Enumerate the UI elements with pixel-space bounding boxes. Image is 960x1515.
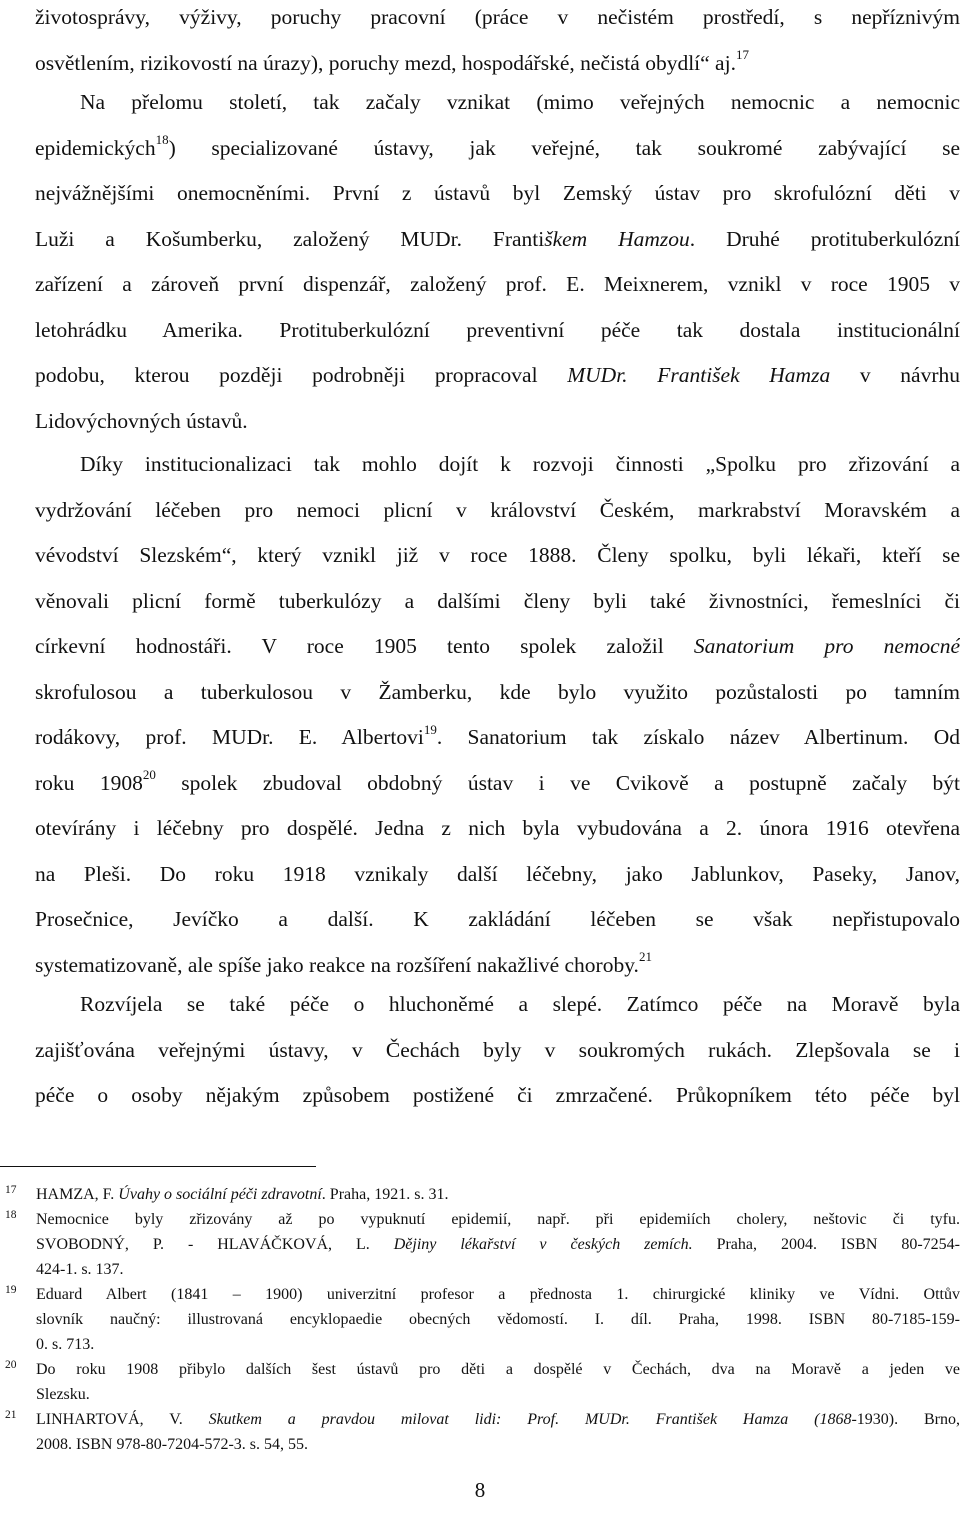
footnote-21 bbox=[0, 1407, 960, 1457]
footnote-text: LINHARTOVÁ, V. Skutkem a pravdou milovat lidi: Prof. MUDr. František Hamza (1868-1930). Brno, 2008. ISBN 978-80-7204-572-3. s. 54, 55. bbox=[36, 1411, 960, 1453]
text-line: systematizovaně, ale spíše jako reakce na rozšíření nakažlivé choroby.$^{21}$ bbox=[35, 949, 652, 977]
text-line: letohrádku Amerika. Protituberkulózní preventivní péče tak dostala institucionální bbox=[35, 317, 960, 342]
footnote-text: Nemocnice byly zřizovány až po vypuknutí epidemií, např. při epidemiích cholery, neštovic či tyfu. SVOBODNÝ, P. - HLAVÁČKOVÁ, L. Dějiny lékařství v českých zemích. Praha, 2004. ISBN 80-7254- 424-1. s. 137. bbox=[36, 1211, 960, 1278]
text-line: vydržování léčeben pro nemoci plicní v království Českém, markrabství Moravském a bbox=[35, 497, 960, 522]
footnote-ref[interactable]: 19 bbox=[423, 721, 437, 737]
footnote-19 bbox=[0, 1282, 960, 1357]
text-line: otevírány i léčebny pro dospělé. Jedna z nich byla vybudována a 2. února 1916 otevřena bbox=[35, 816, 960, 840]
text-line: životosprávy, výživy, poruchy pracovní (práce v nečistém prostředí, s nepříznivým bbox=[35, 5, 960, 29]
footnote-20 bbox=[0, 1357, 960, 1407]
footnote-text: Do roku 1908 přibylo dalších šest ústavů pro děti a dospělé v Čechách, dva na Moravě a jeden ve Slezsku. bbox=[36, 1361, 960, 1403]
footnote-number: 21 bbox=[5, 1409, 17, 1421]
text-line: Rozvíjela se také péče o hluchoněmé a slepé. Zatímco péče na Moravě byla bbox=[80, 992, 960, 1016]
footnote-17 bbox=[0, 1182, 960, 1207]
footnote-number: 19 bbox=[5, 1284, 17, 1296]
text-line: zařízení a zároveň první dispenzář, založený prof. E. Meixnerem, vznikl v roce 1905 v bbox=[35, 272, 960, 296]
text-line: zajišťována veřejnými ústavy, v Čechách byly v soukromých rukách. Zlepšovala se i bbox=[35, 1037, 960, 1062]
page-number: 8 bbox=[474, 1478, 486, 1502]
text-line: věnovali plicní formě tuberkulózy a dalšími členy byli také živnostníci, řemeslníci či bbox=[35, 588, 960, 613]
paragraph-continuation bbox=[35, 0, 960, 86]
text-line: nejvážnějšími onemocněními. První z ústavů byl Zemský ústav pro skrofulózní děti v bbox=[35, 181, 960, 205]
text-line: podobu, kterou později podrobněji propracoval MUDr. František Hamza v návrhu bbox=[35, 363, 960, 387]
text-line: Na přelomu století, tak začaly vznikat (mimo veřejných nemocnic a nemocnic bbox=[80, 90, 960, 114]
text-line: vévodství Slezském“, který vznikl již v roce 1888. Členy spolku, byli lékaři, kteří se bbox=[35, 543, 960, 567]
text-line: osvětlením, rizikovostí na úrazy), poruchy mezd, hospodářské, nečistá obydlí“ aj.$^{17}$ bbox=[35, 47, 749, 75]
text-line: rodákovy, prof. MUDr. E. Albertovi$^{19}$. Sanatorium tak získalo název Albertinum. Od bbox=[35, 721, 960, 749]
footnote-ref[interactable]: 17 bbox=[735, 47, 749, 63]
text-line: roku 1908$^{20}$ spolek zbudoval obdobný ústav i ve Cvikově a postupně začaly být bbox=[35, 767, 960, 795]
footnote-text: HAMZA, F. Úvahy o sociální péči zdravotní. Praha, 1921. s. 31. bbox=[36, 1186, 449, 1203]
paragraph-institutions bbox=[35, 80, 960, 444]
footnote-text: Eduard Albert (1841 – 1900) univerzitní profesor a přednosta 1. chirurgické kliniky ve Vídni. Ottův slovník naučný: illustrovaná encyklopaedie obecných vědomostí. I. díl. Praha, 1998. ISBN 80-7185-159- 0. s. 713. bbox=[36, 1286, 960, 1353]
text-line: epidemických$^{18}$) specializované ústavy, jak veřejné, tak soukromé zabývající se bbox=[35, 132, 960, 160]
footnote-separator bbox=[0, 1166, 316, 1167]
text-line: Prosečnice, Jevíčko a další. K zakládání léčeben se však nepřistupovalo bbox=[35, 907, 960, 931]
paragraph-spolek bbox=[35, 442, 960, 988]
text-line: Lidovýchovných ústavů. bbox=[35, 408, 248, 433]
footnote-ref[interactable]: 20 bbox=[142, 767, 156, 783]
footnote-number: 20 bbox=[5, 1359, 17, 1371]
footnote-ref[interactable]: 21 bbox=[638, 949, 652, 965]
text-line: péče o osoby nějakým způsobem postižené či zmrzačené. Průkopníkem této péče byl bbox=[35, 1083, 960, 1107]
text-line: skrofulosou a tuberkulosou v Žamberku, kde bylo využito pozůstalosti po tamním bbox=[35, 679, 960, 704]
text-line: na Pleši. Do roku 1918 vznikaly další léčebny, jako Jablunkov, Paseky, Janov, bbox=[35, 861, 960, 886]
footnote-ref[interactable]: 18 bbox=[155, 132, 169, 148]
paragraph-care bbox=[35, 982, 960, 1119]
text-line: církevní hodnostáři. V roce 1905 tento spolek založil Sanatorium pro nemocné bbox=[35, 634, 960, 658]
footnote-number: 18 bbox=[5, 1209, 17, 1221]
footnote-number: 17 bbox=[5, 1184, 17, 1196]
text-line: Luži a Košumberku, založený MUDr. Františkem Hamzou. Druhé protituberkulózní bbox=[35, 226, 960, 251]
footnote-18 bbox=[0, 1207, 960, 1282]
text-line: Díky institucionalizaci tak mohlo dojít k rozvoji činnosti „Spolku pro zřizování a bbox=[80, 452, 960, 476]
